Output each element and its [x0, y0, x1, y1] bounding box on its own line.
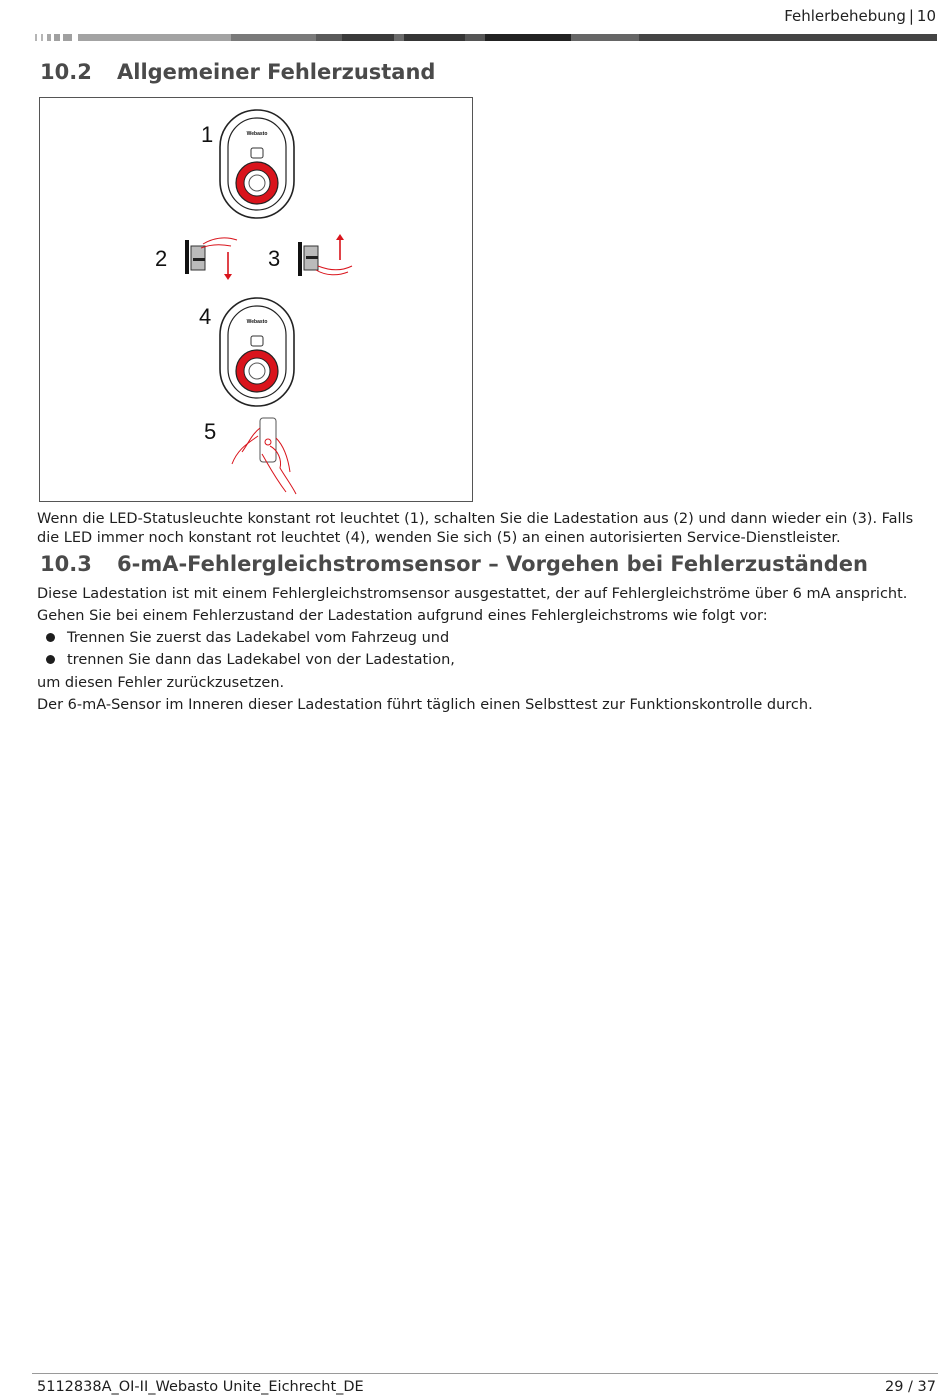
section-title: 6-mA-Fehlergleichstromsensor – Vorgehen bei Fehlerzuständen	[117, 552, 868, 576]
wallbox-led-still-red-icon	[220, 298, 294, 406]
error-state-paragraph: Wenn die LED-Statusleuchte konstant rot leuchtet (1), schalten Sie die Ladestation aus (2) und dann wieder ein (3). Falls die LED immer noch konstant rot leuchtet (4), wenden Sie sich (5) an einen autorisierten Service-Dienstleister.	[37, 511, 914, 546]
step-label-1: 1	[201, 122, 214, 147]
list-item	[37, 651, 455, 670]
wallbox-brand-label: Webasto	[246, 319, 268, 325]
section-number: 10.2	[40, 60, 92, 84]
running-header	[784, 7, 936, 25]
switch-on-icon	[298, 234, 352, 276]
bullet-icon	[46, 655, 55, 664]
footer-divider	[32, 1373, 938, 1374]
sensor-intro-paragraph: Diese Ladestation ist mit einem Fehlergleichstromsensor ausgestattet, der auf Fehlergleichströme über 6 mA anspricht.	[37, 586, 908, 602]
section-number: 10.3	[40, 552, 92, 576]
header-decorative-bar	[35, 34, 937, 41]
switch-off-icon	[185, 238, 237, 280]
list-item	[37, 629, 449, 648]
footer-page-number: 29 / 37	[884, 1379, 936, 1395]
reset-paragraph: um diesen Fehler zurückzusetzen.	[37, 675, 285, 691]
chapter-number: 10	[916, 7, 936, 25]
step-label-2: 2	[155, 246, 168, 271]
section-title: Allgemeiner Fehlerzustand	[117, 60, 436, 84]
step-label-3: 3	[268, 246, 281, 271]
instruction-paragraph: Gehen Sie bei einem Fehlerzustand der Ladestation aufgrund eines Fehlergleichstroms wie folgt vor:	[37, 608, 768, 624]
error-procedure-figure	[39, 97, 473, 502]
bullet-icon	[46, 633, 55, 642]
figure-illustration	[40, 98, 472, 501]
selftest-paragraph: Der 6-mA-Sensor im Inneren dieser Ladestation führt täglich einen Selbsttest zur Funktionskontrolle durch.	[37, 697, 813, 713]
list-item-text: trennen Sie dann das Ladekabel von der Ladestation,	[67, 652, 455, 668]
step-label-5: 5	[204, 419, 217, 444]
section-heading-10-3	[40, 552, 868, 576]
wallbox-brand-label: Webasto	[246, 131, 268, 137]
wallbox-led-red-icon	[220, 110, 294, 218]
list-item-text: Trennen Sie zuerst das Ladekabel vom Fahrzeug und	[67, 630, 450, 646]
smartphone-in-hand-icon	[232, 418, 296, 494]
header-separator: |	[908, 7, 914, 25]
footer-document-id: 5112838A_OI-II_Webasto Unite_Eichrecht_DE	[37, 1379, 364, 1395]
section-heading-10-2	[40, 60, 435, 84]
chapter-title: Fehlerbehebung	[784, 7, 906, 25]
step-label-4: 4	[199, 304, 212, 329]
